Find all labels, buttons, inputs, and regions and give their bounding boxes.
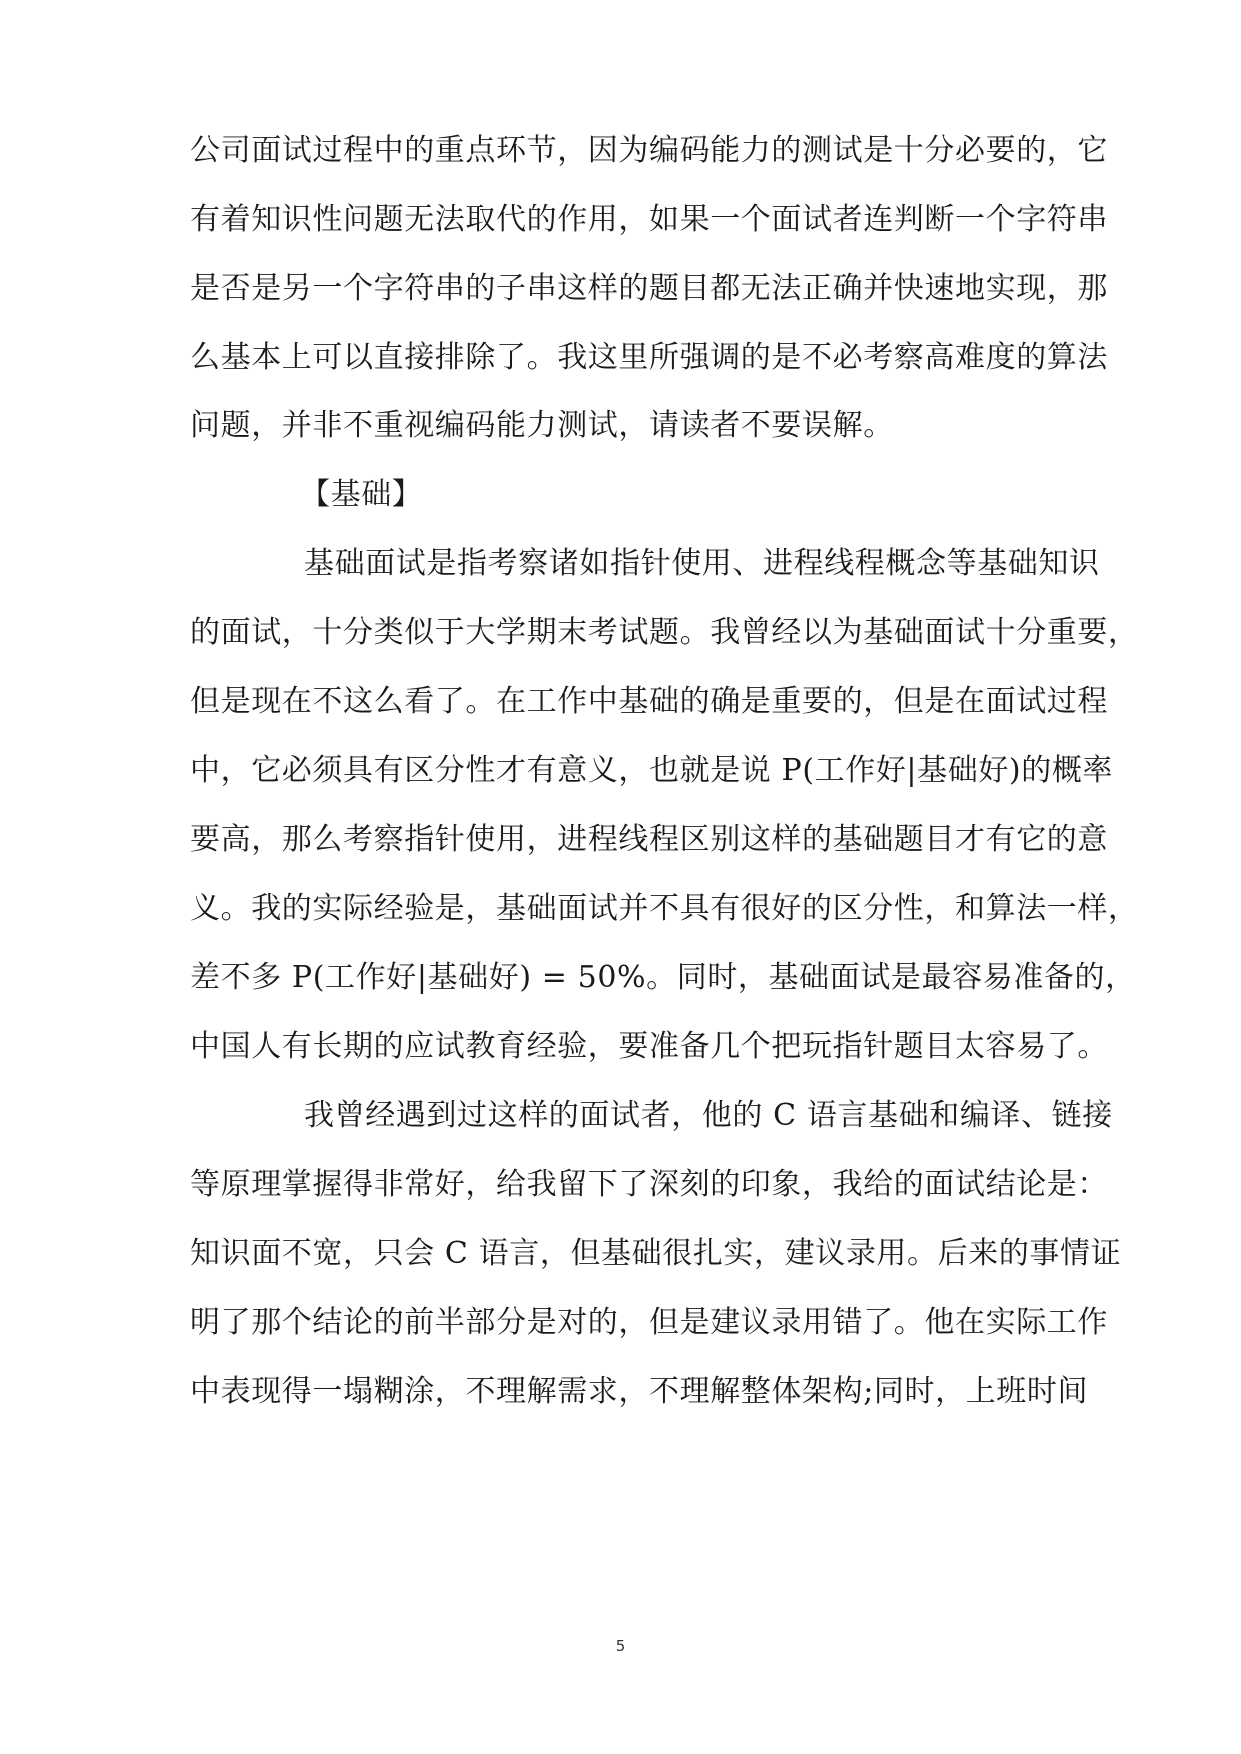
paragraph-first-line: 基础面试是指考察诸如指针使用、进程线程概念等基础知识 xyxy=(304,546,1100,581)
text-line: 是否是另一个字符串的子串这样的题目都无法正确并快速地实现，那 xyxy=(190,271,1108,306)
text-line: 要高，那么考察指针使用，进程线程区别这样的基础题目才有它的意 xyxy=(190,822,1108,857)
text-line: 的面试，十分类似于大学期末考试题。我曾经以为基础面试十分重要， xyxy=(190,615,1139,650)
text-line: 有着知识性问题无法取代的作用，如果一个面试者连判断一个字符串 xyxy=(190,202,1108,237)
text-line: 差不多 P(工作好|基础好) = 50%。同时，基础面试是最容易准备的， xyxy=(190,960,1136,995)
text-line: 中国人有长期的应试教育经验，要准备几个把玩指针题目太容易了。 xyxy=(190,1029,1108,1064)
section-heading: 【基础】 xyxy=(300,477,423,512)
text-line: 公司面试过程中的重点环节，因为编码能力的测试是十分必要的，它 xyxy=(190,133,1108,168)
text-line: 中，它必须具有区分性才有意义，也就是说 P(工作好|基础好)的概率 xyxy=(190,753,1114,788)
text-line: 等原理掌握得非常好，给我留下了深刻的印象，我给的面试结论是： xyxy=(190,1167,1108,1202)
text-line: 么基本上可以直接排除了。我这里所强调的是不必考察高难度的算法 xyxy=(190,340,1108,375)
paragraph-first-line: 我曾经遇到过这样的面试者，他的 C 语言基础和编译、链接 xyxy=(304,1098,1113,1133)
text-line: 知识面不宽，只会 C 语言，但基础很扎实，建议录用。后来的事情证 xyxy=(190,1236,1122,1271)
page-number: 5 xyxy=(615,1637,626,1655)
text-line: 但是现在不这么看了。在工作中基础的确是重要的，但是在面试过程 xyxy=(190,684,1108,719)
text-line: 中表现得一塌糊涂，不理解需求，不理解整体架构;同时，上班时间 xyxy=(190,1374,1089,1409)
text-line: 明了那个结论的前半部分是对的，但是建议录用错了。他在实际工作 xyxy=(190,1305,1108,1340)
text-line: 义。我的实际经验是，基础面试并不具有很好的区分性，和算法一样， xyxy=(190,891,1139,926)
text-line: 问题，并非不重视编码能力测试，请读者不要误解。 xyxy=(190,408,894,443)
